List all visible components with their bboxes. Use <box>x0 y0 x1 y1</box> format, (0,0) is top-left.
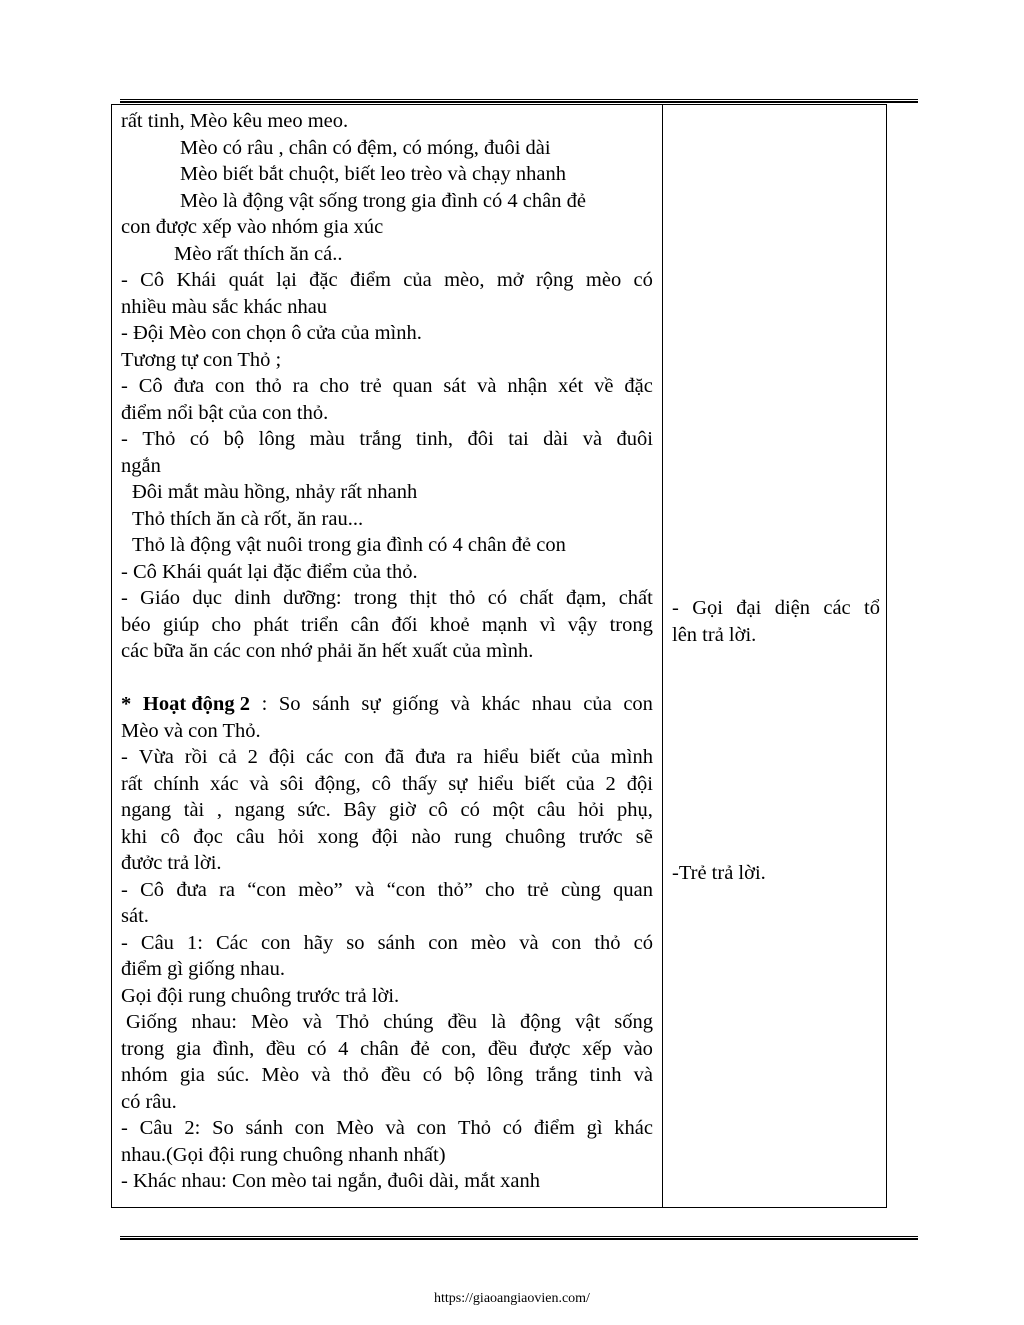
text-line: - Câu 1: Các con hãy so sánh con mèo và con thỏ có <box>121 931 653 954</box>
text-line: - Vừa rồi cả 2 đội các con đã đưa ra hiểu biết của mình <box>121 746 653 768</box>
text-line: rất chính xác và sôi động, cô thấy sự hiểu biết của 2 đội <box>121 772 653 795</box>
text-line: - Cô Khái quát lại đặc điểm của thỏ. <box>121 560 418 583</box>
text-line: ngắn <box>121 454 161 477</box>
text-line: Thỏ là động vật nuôi trong gia đình có 4 chân đẻ con <box>132 534 566 556</box>
text-line: Mèo biết bắt chuột, biết leo trèo và chạy nhanh <box>180 163 566 185</box>
text-line: -Trẻ trả lời. <box>672 862 766 884</box>
text-line: Gọi đội rung chuông trước trả lời. <box>121 984 400 1007</box>
text-line: điểm nổi bật của con thỏ. <box>121 401 329 424</box>
right-column-block-2 <box>672 860 880 887</box>
text-line: rất tinh, Mèo kêu meo meo. <box>121 110 349 132</box>
column-divider <box>662 105 663 1207</box>
text-line: nhiều màu sắc khác nhau <box>121 295 328 318</box>
right-column-block-1 <box>672 595 880 648</box>
text-line: - Gọi đại diện các tổ <box>672 597 880 619</box>
bottom-rule-thick <box>120 1238 918 1240</box>
text-line: Mèo có râu , chân có đệm, có móng, đuôi dài <box>180 136 551 159</box>
text-line: - Cô Khái quát lại đặc điểm của mèo, mở rộng mèo có <box>121 269 653 291</box>
activity-heading: * Hoạt động 2 : So sánh sự giống và khác nhau của con <box>121 691 653 718</box>
blank-line <box>121 665 653 692</box>
text-line: - Câu 2: So sánh con Mèo và con Thỏ có điểm gì khác <box>121 1117 653 1139</box>
text-line: béo giúp cho phát triển cân đối khoẻ mạnh vì vậy trong <box>121 613 653 636</box>
text-line: các bữa ăn các con nhớ phải ăn hết xuất của mình. <box>121 640 534 662</box>
text-line: - Khác nhau: Con mèo tai ngắn, đuôi dài, mắt xanh <box>121 1170 541 1192</box>
activity-label: Hoạt động 2 <box>142 693 250 715</box>
text-line <box>121 188 653 215</box>
top-rule <box>120 99 918 100</box>
footer-url[interactable]: https://giaoangiaovien.com/ <box>434 1291 590 1306</box>
text-line: Giống nhau: Mèo và Thỏ chúng đều là động vật sống <box>126 1011 653 1033</box>
text-line: con được xếp vào nhóm gia xúc <box>121 216 384 238</box>
text-line: có râu. <box>121 1090 177 1113</box>
top-rule-thick <box>120 101 918 103</box>
text-line: điểm gì giống nhau. <box>121 958 285 980</box>
text-line: Mèo và con Thỏ. <box>121 719 261 742</box>
text-line: - Cô đưa con thỏ ra cho trẻ quan sát và nhận xét về đặc <box>121 375 653 397</box>
text-line: Tương tự con Thỏ ; <box>121 348 282 371</box>
bottom-rule <box>120 1236 918 1237</box>
text-line: nhau.(Gọi đội rung chuông nhanh nhất) <box>121 1143 446 1166</box>
text-line: nhóm gia súc. Mèo và thỏ đều có bộ lông trắng tinh và <box>121 1064 653 1086</box>
text-line: khi cô đọc câu hỏi xong đội nào rung chuông trước sẽ <box>121 825 653 848</box>
text-line: Đôi mắt màu hồng, nhảy rất nhanh <box>132 481 418 503</box>
text-line: - Thỏ có bộ lông màu trắng tinh, đôi tai dài và đuôi <box>121 428 653 450</box>
text-line: ngang tài , ngang sức. Bây giờ cô có một câu hỏi phụ, <box>121 799 653 821</box>
text-line: trong gia đình, đều có 4 chân đẻ con, đều được xếp vào <box>121 1037 653 1060</box>
text-segment: Mèo là động vật sống trong gia đình có 4 chân đẻ <box>180 189 586 212</box>
text-line: Mèo rất thích ăn cá.. <box>174 242 343 265</box>
lesson-table <box>111 104 887 1208</box>
text-line: - Giáo dục dinh dưỡng: trong thịt thỏ có chất đạm, chất <box>121 587 653 609</box>
text-line: sát. <box>121 905 149 927</box>
text-line: - Đội Mèo con chọn ô cửa của mình. <box>121 322 422 344</box>
text-line: lên trả lời. <box>672 623 757 646</box>
text-line: Thỏ thích ăn cà rốt, ăn rau... <box>132 507 364 530</box>
text-line: đưởc trả lời. <box>121 852 222 874</box>
text-line: - Cô đưa ra “con mèo” và “con thỏ” cho trẻ cùng quan <box>121 878 653 901</box>
left-column <box>121 108 653 1195</box>
